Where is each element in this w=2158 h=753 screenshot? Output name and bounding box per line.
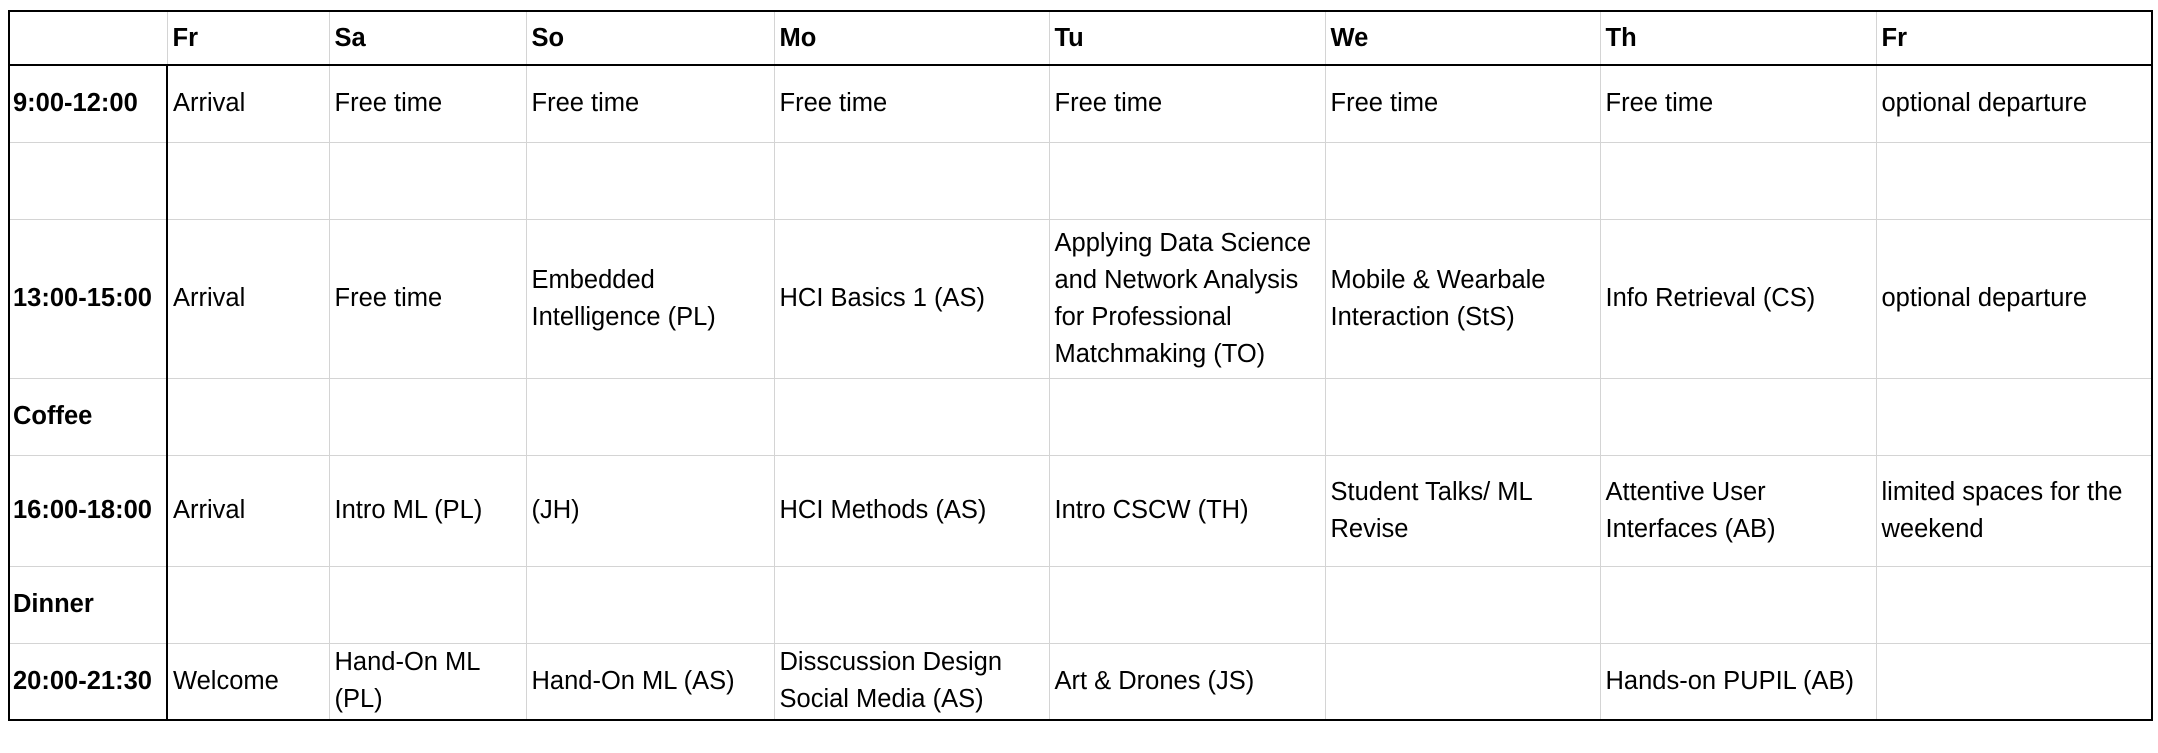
table-cell: optional departure — [1876, 219, 2152, 378]
row-label — [9, 142, 167, 219]
table-cell: Arrival — [167, 65, 329, 142]
table-cell — [1325, 142, 1600, 219]
table-cell — [774, 566, 1049, 643]
table-cell: Embedded Intelligence (PL) — [526, 219, 774, 378]
table-row — [9, 643, 2152, 720]
table-cell: Free time — [329, 65, 526, 142]
header-cell-fr: Fr — [167, 11, 329, 65]
table-cell: Intro ML (PL) — [329, 455, 526, 566]
table-cell: Mobile & Wearbale Interaction (StS) — [1325, 219, 1600, 378]
table-cell — [1049, 378, 1325, 455]
row-label: 9:00-12:00 — [9, 65, 167, 142]
table-row — [9, 455, 2152, 566]
table-row — [9, 378, 2152, 455]
row-label: 16:00-18:00 — [9, 455, 167, 566]
table-cell — [1876, 142, 2152, 219]
table-cell: HCI Methods (AS) — [774, 455, 1049, 566]
table-cell — [1600, 566, 1876, 643]
table-cell: Art & Drones (JS) — [1049, 643, 1325, 720]
header-row — [9, 11, 2152, 65]
table-cell: Arrival — [167, 455, 329, 566]
table-cell — [526, 566, 774, 643]
table-cell: Free time — [1325, 65, 1600, 142]
table-cell — [329, 378, 526, 455]
header-cell-sa: Sa — [329, 11, 526, 65]
table-cell: Free time — [774, 65, 1049, 142]
table-cell — [1325, 566, 1600, 643]
table-cell — [1876, 378, 2152, 455]
table-cell: Arrival — [167, 219, 329, 378]
table-cell: Info Retrieval (CS) — [1600, 219, 1876, 378]
table-cell: HCI Basics 1 (AS) — [774, 219, 1049, 378]
table-cell — [1600, 142, 1876, 219]
header-cell-fr-2: Fr — [1876, 11, 2152, 65]
table-cell — [167, 378, 329, 455]
table-cell: Welcome — [167, 643, 329, 720]
header-cell-mo: Mo — [774, 11, 1049, 65]
table-cell — [1049, 566, 1325, 643]
table-cell — [167, 566, 329, 643]
row-label: 13:00-15:00 — [9, 219, 167, 378]
table-cell: Applying Data Science and Network Analysis for Professional Matchmaking (TO) — [1049, 219, 1325, 378]
schedule-table — [8, 10, 2153, 721]
header-cell-tu: Tu — [1049, 11, 1325, 65]
header-cell-so: So — [526, 11, 774, 65]
table-cell: Free time — [526, 65, 774, 142]
table-cell: Hands-on PUPIL (AB) — [1600, 643, 1876, 720]
table-cell: Free time — [1600, 65, 1876, 142]
table-cell — [526, 378, 774, 455]
table-row — [9, 219, 2152, 378]
header-cell-th: Th — [1600, 11, 1876, 65]
table-cell — [526, 142, 774, 219]
table-cell: Student Talks/ ML Revise — [1325, 455, 1600, 566]
table-row — [9, 142, 2152, 219]
table-cell — [1325, 378, 1600, 455]
table-cell — [1049, 142, 1325, 219]
row-label: Dinner — [9, 566, 167, 643]
table-cell: Hand-On ML (PL) — [329, 643, 526, 720]
table-cell: Hand-On ML (AS) — [526, 643, 774, 720]
table-cell: Disscussion Design Social Media (AS) — [774, 643, 1049, 720]
row-label: Coffee — [9, 378, 167, 455]
table-cell: Attentive User Interfaces (AB) — [1600, 455, 1876, 566]
table-cell — [329, 142, 526, 219]
table-cell — [1600, 378, 1876, 455]
table-cell — [1876, 643, 2152, 720]
table-cell: optional departure — [1876, 65, 2152, 142]
table-cell — [1325, 643, 1600, 720]
header-cell-corner — [9, 11, 167, 65]
table-cell — [774, 142, 1049, 219]
table-cell — [774, 378, 1049, 455]
table-cell — [329, 566, 526, 643]
table-cell: Free time — [329, 219, 526, 378]
header-cell-we: We — [1325, 11, 1600, 65]
table-row — [9, 566, 2152, 643]
table-cell: Intro CSCW (TH) — [1049, 455, 1325, 566]
row-label: 20:00-21:30 — [9, 643, 167, 720]
table-row — [9, 65, 2152, 142]
table-cell — [1876, 566, 2152, 643]
table-cell: limited spaces for the weekend — [1876, 455, 2152, 566]
table-cell: (JH) — [526, 455, 774, 566]
table-cell — [167, 142, 329, 219]
table-cell: Free time — [1049, 65, 1325, 142]
